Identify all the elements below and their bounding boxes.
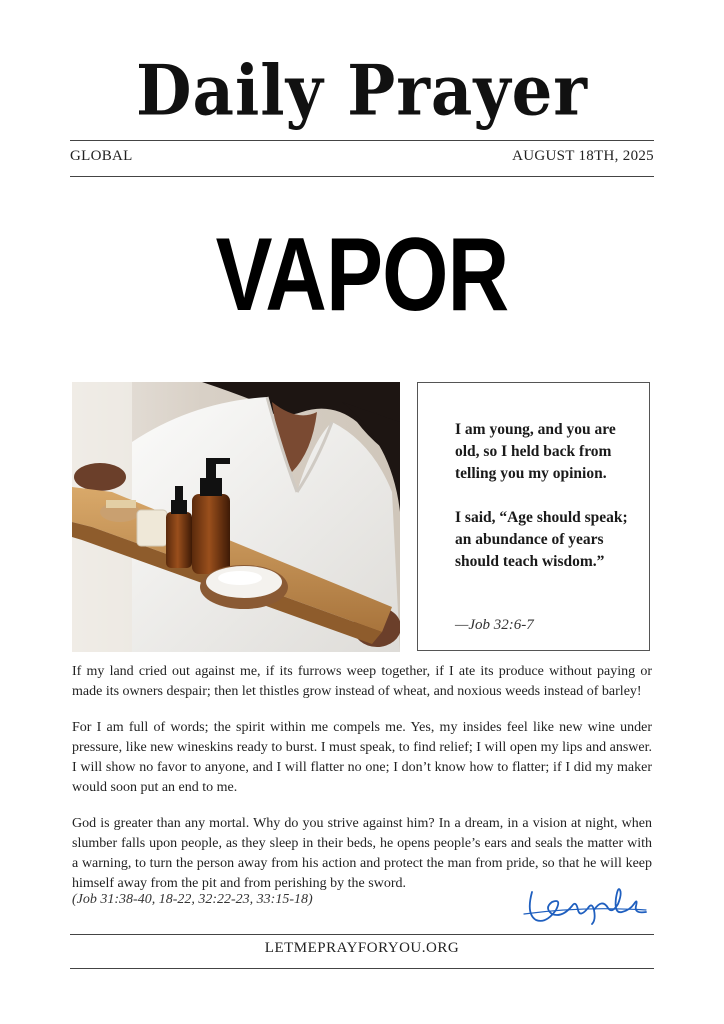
footer-top-rule <box>70 934 654 935</box>
signature <box>522 884 648 928</box>
dateline-date: AUGUST 18TH, 2025 <box>512 148 654 164</box>
headline: VAPOR <box>215 217 509 333</box>
body-text <box>72 662 652 910</box>
photo-illustration <box>72 382 400 652</box>
dateline-region: GLOBAL <box>70 148 133 164</box>
body-paragraph-3: God is greater than any mortal. Why do you strive against him? In a dream, in a vision at night, when slumber falls upon people, as they sleep in their beds, he opens people’s ears and seals the matter with a warning, to turn the person away from his action and protect the man from pride, so that he will keep himself away from the pit and from perishing by the sword. <box>72 816 652 891</box>
quote-text <box>455 419 635 595</box>
quote-reference: —Job 32:6-7 <box>455 617 534 633</box>
quote-line-1: I am young, and you are old, so I held back from telling you my opinion. <box>455 421 616 482</box>
quote-line-2: I said, “Age should speak; an abundance of years should teach wisdom.” <box>455 509 628 570</box>
scripture-quote-box <box>417 382 650 651</box>
dateline-bottom-rule <box>70 176 654 177</box>
footer-bottom-rule <box>70 968 654 969</box>
masthead-title: Daily Prayer <box>136 50 588 132</box>
body-paragraph-1: If my land cried out against me, if its furrows weep together, if I ate its produce without paying or made its owners despair; then let thistles grow instead of wheat, and noxious weeds instead of barley! <box>72 664 652 699</box>
body-paragraph-2: For I am full of words; the spirit within me compels me. Yes, my insides feel like new wine under pressure, like new wineskins ready to burst. I must speak, to find relief; I will open my lips and answer. I will show no favor to anyone, and I will flatter no one; I don’t know how to flatter; if I did my maker would soon put an end to me. <box>72 720 652 795</box>
footer-url[interactable]: LETMEPRAYFORYOU.ORG <box>264 940 460 956</box>
bath-tray-photo <box>72 382 400 652</box>
dateline <box>70 148 654 168</box>
body-citation: (Job 31:38-40, 18-22, 32:22-23, 33:15-18) <box>72 892 313 907</box>
top-rule <box>70 140 654 141</box>
